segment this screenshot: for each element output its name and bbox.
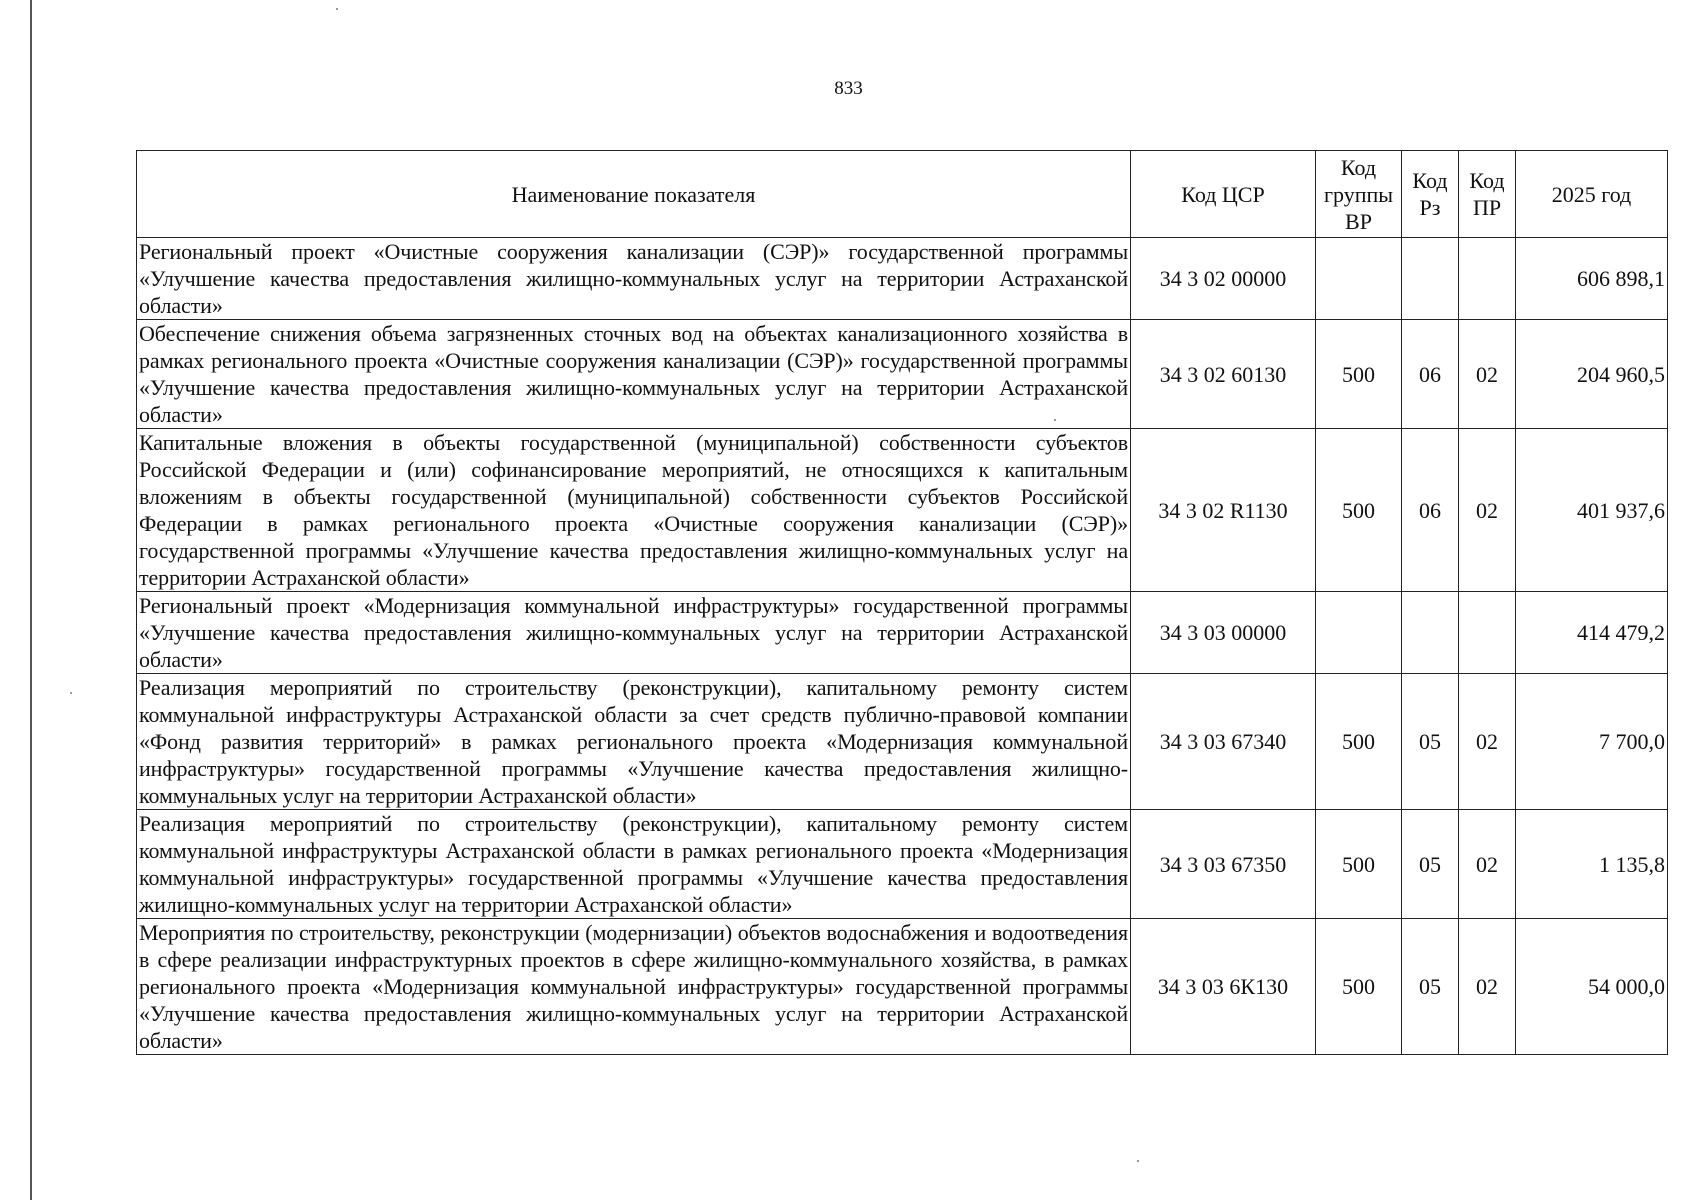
row-vr: 500 [1316, 320, 1402, 429]
row-rz: 06 [1402, 429, 1459, 592]
row-csr: 34 3 02 R1130 [1131, 429, 1316, 592]
row-rz: 05 [1402, 674, 1459, 810]
binding-edge-line [30, 0, 32, 1200]
table-row [137, 320, 1668, 429]
row-vr: 500 [1316, 810, 1402, 919]
row-amount: 401 937,6 [1516, 429, 1668, 592]
row-amount: 1 135,8 [1516, 810, 1668, 919]
row-name: Реализация мероприятий по строительству (реконструкции), капитальному ремонту систем коммунальной инфраструктуры Астраханской области в рамках регионального проекта «Модернизация коммунальной инфраструктуры» государственной программы «Улучшение качества предоставления жилищно-коммунальных услуг на территории Астраханской области» [137, 810, 1131, 919]
row-name: Обеспечение снижения объема загрязненных сточных вод на объектах канализационного хозяйства в рамках регионального проекта «Очистные сооружения канализации (СЭР)» государственной программы «Улучшение качества предоставления жилищно-коммунальных услуг на территории Астраханской области» [137, 320, 1131, 429]
header-vr: Код группы ВР [1316, 151, 1402, 238]
table-row [137, 429, 1668, 592]
header-csr: Код ЦСР [1131, 151, 1316, 238]
header-year: 2025 год [1516, 151, 1668, 238]
table-row [137, 592, 1668, 674]
table-row [137, 674, 1668, 810]
row-vr [1316, 592, 1402, 674]
row-csr: 34 3 03 6К130 [1131, 919, 1316, 1055]
table-row [137, 919, 1668, 1055]
row-pr: 02 [1459, 810, 1516, 919]
budget-table [136, 150, 1668, 1055]
header-rz: Код Рз [1402, 151, 1459, 238]
row-vr: 500 [1316, 919, 1402, 1055]
scan-speck [336, 8, 338, 10]
page-number: 833 [834, 78, 863, 99]
row-name: Капитальные вложения в объекты государственной (муниципальной) собственности субъектов Российской Федерации и (или) софинансирование мероприятий, не относящихся к капитальным вложениям в объекты государственной (муниципальной) собственности субъектов Российской Федерации в рамках регионального проекта «Очистные сооружения канализации (СЭР)» государственной программы «Улучшение качества предоставления жилищно-коммунальных услуг на территории Астраханской области» [137, 429, 1131, 592]
row-pr: 02 [1459, 919, 1516, 1055]
row-vr: 500 [1316, 429, 1402, 592]
row-amount: 54 000,0 [1516, 919, 1668, 1055]
row-vr [1316, 238, 1402, 320]
row-csr: 34 3 02 60130 [1131, 320, 1316, 429]
row-csr: 34 3 02 00000 [1131, 238, 1316, 320]
row-rz [1402, 592, 1459, 674]
row-rz: 05 [1402, 810, 1459, 919]
row-pr: 02 [1459, 320, 1516, 429]
row-pr: 02 [1459, 429, 1516, 592]
table-row [137, 238, 1668, 320]
row-rz [1402, 238, 1459, 320]
row-name: Региональный проект «Модернизация коммунальной инфраструктуры» государственной программы «Улучшение качества предоставления жилищно-коммунальных услуг на территории Астраханской области» [137, 592, 1131, 674]
row-name: Региональный проект «Очистные сооружения канализации (СЭР)» государственной программы «Улучшение качества предоставления жилищно-коммунальных услуг на территории Астраханской области» [137, 238, 1131, 320]
row-amount: 204 960,5 [1516, 320, 1668, 429]
scan-speck [1137, 1160, 1139, 1162]
row-csr: 34 3 03 00000 [1131, 592, 1316, 674]
row-pr: 02 [1459, 674, 1516, 810]
row-pr [1459, 592, 1516, 674]
row-amount: 606 898,1 [1516, 238, 1668, 320]
row-name: Мероприятия по строительству, реконструкции (модернизации) объектов водоснабжения и водоотведения в сфере реализации инфраструктурных проектов в сфере жилищно-коммунального хозяйства, в рамках регионального проекта «Модернизация коммунальной инфраструктуры» государственной программы «Улучшение качества предоставления жилищно-коммунальных услуг на территории Астраханской области» [137, 919, 1131, 1055]
scan-speck [70, 692, 72, 694]
table-header-row [137, 151, 1668, 238]
row-rz: 06 [1402, 320, 1459, 429]
row-rz: 05 [1402, 919, 1459, 1055]
row-amount: 7 700,0 [1516, 674, 1668, 810]
row-csr: 34 3 03 67350 [1131, 810, 1316, 919]
row-pr [1459, 238, 1516, 320]
header-name: Наименование показателя [137, 151, 1131, 238]
row-vr: 500 [1316, 674, 1402, 810]
row-name: Реализация мероприятий по строительству (реконструкции), капитальному ремонту систем коммунальной инфраструктуры Астраханской области за счет средств публично-правовой компании «Фонд развития территорий» в рамках регионального проекта «Модернизация коммунальной инфраструктуры» государственной программы «Улучшение качества предоставления жилищно-коммунальных услуг на территории Астраханской области» [137, 674, 1131, 810]
table-row [137, 810, 1668, 919]
row-amount: 414 479,2 [1516, 592, 1668, 674]
header-pr: Код ПР [1459, 151, 1516, 238]
row-csr: 34 3 03 67340 [1131, 674, 1316, 810]
